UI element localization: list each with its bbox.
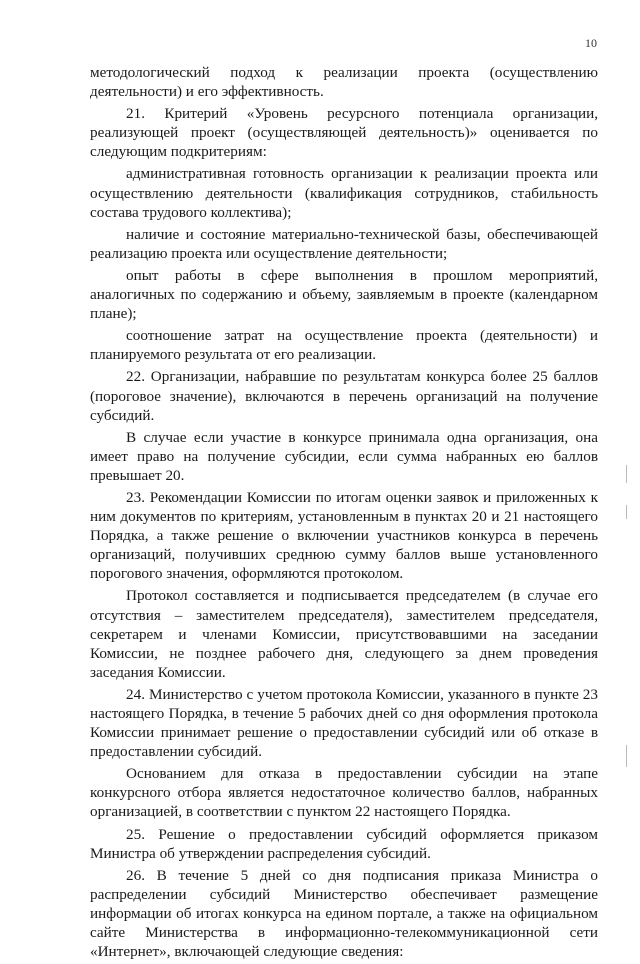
document-body (90, 63, 598, 964)
paragraph: 25. Решение о предоставлении субсидий оформляется приказом Министра об утверждении распределения субсидий. (90, 825, 598, 862)
paragraph: соотношение затрат на осуществление проекта (деятельности) и планируемого результата от его реализации. (90, 327, 598, 364)
paragraph: 21. Критерий «Уровень ресурсного потенциала организации, реализующей проект (осуществляющей деятельность)» оценивается по следующим подкритериям: (90, 105, 598, 161)
paragraph: Основанием для отказа в предоставлении субсидии на этапе конкурсного отбора является недостаточное количество баллов, набранных организацией, в соответствии с пунктом 22 настоящего Порядка. (90, 765, 598, 821)
paragraph: В случае если участие в конкурсе принимала одна организация, она имеет право на получение субсидии, если сумма набранных ею баллов превышает 20. (90, 428, 598, 484)
paragraph: наличие и состояние материально-технической базы, обеспечивающей реализацию проекта или осуществление деятельности; (90, 225, 598, 262)
paragraph: опыт работы в сфере выполнения в прошлом мероприятий, аналогичных по содержанию и объему, заявляемым в проекте (календарном плане); (90, 266, 598, 323)
scan-margin-mark (626, 745, 627, 767)
paragraph: административная готовность организации к реализации проекта или осуществлению деятельности (квалификация сотрудников, стабильность состава трудового коллектива); (90, 165, 598, 221)
scan-margin-mark (626, 505, 627, 519)
paragraph: 23. Рекомендации Комиссии по итогам оценки заявок и приложенных к ним документов по критериям, установленным в пунктах 20 и 21 настоящего Порядка, а также решение о включении участников конкурса в перечень организаций, получивших среднюю сумму баллов выше установленного порогового значения, оформляются протоколом. (90, 488, 598, 583)
paragraph: Протокол составляется и подписывается председателем (в случае его отсутствия – заместителем председателя), заместителем председателя, секретарем и членами Комиссии, присутствовавшими на заседании Комиссии, не позднее рабочего дня, следующего за днем проведения заседания Комиссии. (90, 587, 598, 681)
paragraph: 22. Организации, набравшие по результатам конкурса более 25 баллов (пороговое значение), включаются в перечень организаций на получение субсидий. (90, 368, 598, 424)
paragraph: 24. Министерство с учетом протокола Комиссии, указанного в пункте 23 настоящего Порядка, в течение 5 рабочих дней со дня оформления протокола Комиссии принимает решение о предоставлении субсидий или об отказе в предоставлении субсидий. (90, 685, 598, 761)
paragraph: 26. В течение 5 дней со дня подписания приказа Министра о распределении субсидий Министерство обеспечивает размещение информации об итогах конкурса на едином портале, а также на официальном сайте Министерства в информационно-телекоммуникационной сети «Интернет», включающей следующие сведения: (90, 866, 598, 961)
scan-margin-mark (626, 465, 627, 483)
paragraph: методологический подход к реализации проекта (осуществлению деятельности) и его эффективность. (90, 64, 598, 101)
page-number: 10 (585, 36, 597, 50)
